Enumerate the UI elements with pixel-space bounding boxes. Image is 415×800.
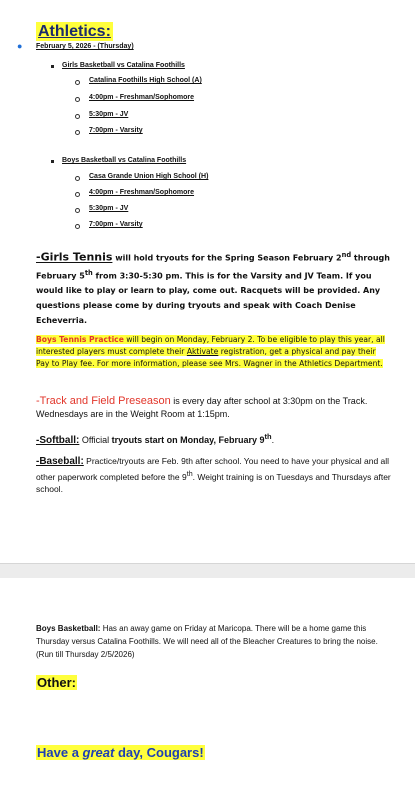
circle-bullet-icon: [75, 224, 80, 229]
circle-bullet-icon: [75, 176, 80, 181]
other-heading: Other:: [37, 675, 76, 690]
square-bullet-icon: [51, 65, 54, 68]
circle-bullet-icon: [75, 208, 80, 213]
boys-basketball-title: Boys Basketball vs Catalina Foothills: [62, 157, 187, 164]
event-date: February 5, 2026 - (Thursday): [36, 43, 134, 50]
boys-item: 7:00pm - Varsity: [89, 221, 143, 228]
closing-message: Have a great day, Cougars!: [37, 745, 204, 760]
boys-tennis-lead: Boys Tennis Practice: [36, 335, 124, 344]
track-paragraph: -Track and Field Preseason is every day after school at 3:30pm on the Track. Wednesdays are in the Weight Room at 1:15pm.: [36, 395, 368, 419]
circle-bullet-icon: [75, 130, 80, 135]
track-lead: -Track and Field Preseason: [36, 395, 171, 407]
baseball-lead: -Baseball:: [36, 456, 84, 467]
girls-basketball-title: Girls Basketball vs Catalina Foothills: [62, 62, 185, 69]
aktivate-link[interactable]: Aktivate: [186, 347, 219, 356]
boys-tennis-paragraph: Boys Tennis Practice will begin on Monday, February 2. To be eligible to play this year, all interested players must complete their Aktivate registration, get a physical and pay their Pay to Play fee. For more information, please see Mrs. Wagner in the Athletics Department.: [36, 335, 385, 368]
girls-tennis-paragraph: -Girls Tennis will hold tryouts for the Spring Season February 2nd through February 5th from 3:30-5:30 pm. This is for the Varsity and JV Team. If you would like to play or learn to play, come out. Racquets will be provided. Any questions please come by during tryouts and speak with Coach Denise Echeverria.: [36, 250, 390, 326]
page-separator: [0, 563, 415, 579]
boys-item: Casa Grande Union High School (H): [89, 173, 209, 180]
girls-item: 7:00pm - Varsity: [89, 127, 143, 134]
girls-tennis-lead: -Girls Tennis: [36, 250, 113, 264]
circle-bullet-icon: [75, 192, 80, 197]
girls-item: Catalina Foothills High School (A): [89, 77, 202, 84]
softball-paragraph: -Softball: Official tryouts start on Monday, February 9th.: [36, 432, 275, 446]
girls-item: 4:00pm - Freshman/Sophomore: [89, 94, 195, 101]
girls-item: 5:30pm - JV: [89, 111, 129, 118]
square-bullet-icon: [51, 160, 54, 163]
boys-item: 4:00pm - Freshman/Sophomore: [89, 189, 195, 196]
circle-bullet-icon: [75, 97, 80, 102]
circle-bullet-icon: [75, 114, 80, 119]
boys-item: 5:30pm - JV: [89, 205, 129, 212]
boys-basketball-lead: Boys Basketball:: [36, 624, 101, 633]
baseball-paragraph: -Baseball: Practice/tryouts are Feb. 9th after school. You need to have your physical and all other paperwork completed before the 9th. Weight training is on Tuesdays and Thursdays after school.: [36, 456, 391, 494]
boys-basketball-paragraph: Boys Basketball: Has an away game on Friday at Maricopa. There will be a home game this Thursday versus Catalina Foothills. We will need all of the Bleacher Creatures to bring the noise. (Run till Thursday 2/5/2026): [36, 624, 378, 659]
document-page-2: [0, 578, 415, 800]
bullet-dot-icon: ●: [17, 41, 23, 51]
athletics-heading: Athletics:: [38, 23, 111, 40]
softball-lead: -Softball:: [36, 435, 80, 446]
circle-bullet-icon: [75, 80, 80, 85]
